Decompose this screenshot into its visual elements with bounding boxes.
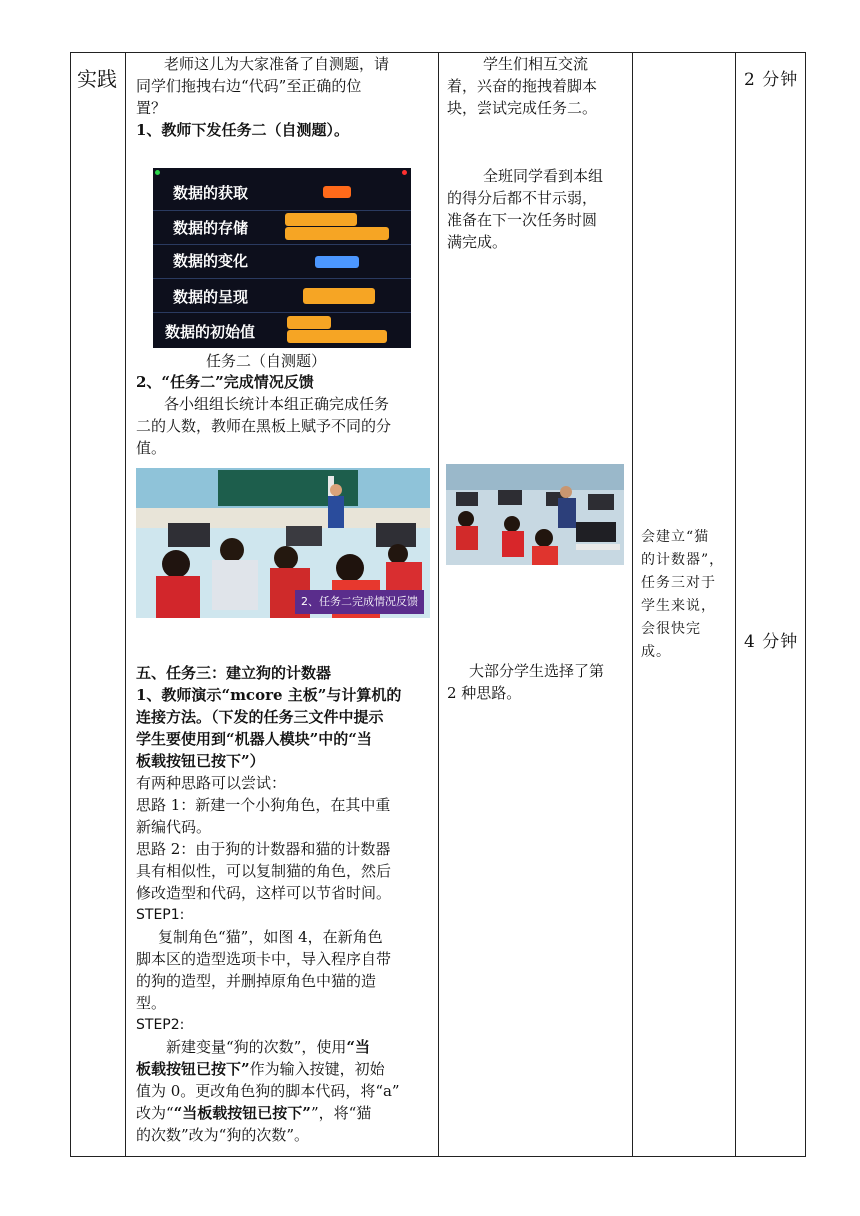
- code-block[interactable]: [287, 316, 331, 329]
- scratch-row: [153, 244, 411, 279]
- image-caption: 任务二（自测题）: [206, 352, 327, 370]
- step2-text: 改为“: [136, 1104, 174, 1122]
- student-line: 大部分学生选择了第: [469, 662, 605, 680]
- teacher-activity-column: [126, 53, 438, 1156]
- goal-line: 的计数器”，: [641, 552, 725, 568]
- lesson-table: [70, 52, 806, 1157]
- step2-text: 新建变量“狗的次数”，使用: [166, 1038, 347, 1056]
- stage-label: 实践: [77, 67, 117, 91]
- time-label: 2 分钟: [744, 70, 799, 90]
- task2-scratch-screenshot: [153, 168, 411, 348]
- idea-line: 思路 2：由于狗的计数器和猫的计数器: [136, 840, 391, 858]
- step2-heading: 2、“任务二”完成情况反馈: [136, 373, 314, 391]
- ideas-intro: 有两种思路可以尝试：: [136, 774, 287, 792]
- idea-line: 修改造型和代码，这样可以节省时间。: [136, 884, 392, 902]
- time-column: [736, 53, 807, 1156]
- time-label: 4 分钟: [744, 632, 799, 652]
- task3-line: 1、教师演示“mcore 主板”与计算机的: [136, 686, 402, 704]
- photo-banner: 2、任务二完成情况反馈: [295, 590, 424, 614]
- step2-bold-text: 板载按钮已按下”: [136, 1060, 250, 1078]
- goal-line: 成。: [641, 644, 671, 660]
- intro-line: 同学们拖拽右边“代码”至正确的位: [136, 77, 362, 95]
- intro-line: 老师这儿为大家准备了自测题，请: [164, 55, 390, 73]
- student-activity-column: [439, 53, 632, 1156]
- task3-line: 学生要使用到“机器人模块”中的“当: [136, 730, 372, 748]
- step2-line: [136, 1102, 436, 1124]
- scratch-row: [153, 278, 411, 313]
- task3-line: 连接方法。（下发的任务三文件中提示: [136, 708, 384, 726]
- feedback-line: 二的人数，教师在黑板上赋予不同的分: [136, 417, 392, 435]
- scratch-row-label: 数据的获取: [173, 184, 249, 202]
- goal-line: 学生来说，: [641, 598, 716, 614]
- design-intent-column: [633, 53, 735, 1156]
- scratch-row-label: 数据的变化: [173, 252, 249, 270]
- stop-icon: [402, 170, 407, 175]
- scratch-row-label: 数据的存储: [173, 219, 249, 237]
- code-block[interactable]: [287, 330, 387, 343]
- student-line: 满完成。: [447, 233, 508, 251]
- step2-line: 值为 0。更改角色狗的脚本代码，将“a”: [136, 1082, 400, 1100]
- student-line: 全班同学看到本组: [483, 167, 604, 185]
- task3-line: 板载按钮已按下”）: [136, 752, 265, 770]
- goal-line: 会建立“猫: [641, 529, 710, 545]
- step2-text: ”，将“猫: [310, 1104, 372, 1122]
- student-line: 准备在下一次任务时圆: [447, 211, 598, 229]
- step1-line: 复制角色“猫”，如图 4，在新角色: [158, 928, 383, 946]
- code-block[interactable]: [285, 213, 357, 226]
- step2-line: [136, 1058, 436, 1080]
- scratch-row: [153, 176, 411, 211]
- feedback-line: 各小组组长统计本组正确完成任务: [164, 395, 390, 413]
- classroom-photo: [136, 468, 430, 618]
- students-photo: [446, 464, 624, 565]
- scratch-row: [153, 312, 411, 346]
- feedback-line: 值。: [136, 439, 167, 457]
- step2-text: 作为输入按键，初始: [249, 1060, 385, 1078]
- code-block[interactable]: [285, 227, 389, 240]
- step1-heading: 1、教师下发任务二（自测题）。: [136, 121, 349, 139]
- task3-title: 五、任务三：建立狗的计数器: [136, 664, 332, 682]
- student-line: 块，尝试完成任务二。: [447, 99, 598, 117]
- code-block[interactable]: [303, 288, 375, 304]
- scratch-row-label: 数据的呈现: [173, 288, 249, 306]
- step1-line: 型。: [136, 994, 167, 1012]
- step2-line: [136, 1036, 436, 1058]
- step1-line: 脚本区的造型选项卡中，导入程序自带: [136, 950, 392, 968]
- idea-line: 具有相似性，可以复制猫的角色，然后: [136, 862, 392, 880]
- scratch-row: [153, 210, 411, 245]
- step1-label: STEP1:: [136, 907, 185, 923]
- step2-bold-text: “当: [346, 1038, 370, 1056]
- stage-column: [71, 53, 125, 1156]
- code-block[interactable]: [323, 186, 351, 198]
- step1-line: 的狗的造型，并删掉原角色中猫的造: [136, 972, 377, 990]
- goal-line: 会很快完: [641, 621, 701, 637]
- scratch-row-label: 数据的初始值: [165, 323, 256, 341]
- student-line: 的得分后都不甘示弱，: [447, 189, 598, 207]
- step2-label: STEP2:: [136, 1017, 185, 1033]
- student-line: 学生们相互交流: [483, 55, 589, 73]
- step2-bold-text: “当板载按钮已按下”: [173, 1104, 311, 1122]
- student-line: 着，兴奋的拖拽着脚本: [447, 77, 598, 95]
- step2-line: 的次数”改为“狗的次数”。: [136, 1126, 310, 1144]
- intro-line: 置？: [136, 99, 167, 117]
- idea-line: 新编代码。: [136, 818, 212, 836]
- goal-line: 任务三对于: [641, 575, 716, 591]
- computer-lab-illustration: [446, 464, 624, 565]
- idea-line: 思路 1：新建一个小狗角色，在其中重: [136, 796, 391, 814]
- code-block[interactable]: [315, 256, 359, 268]
- student-line: 2 种思路。: [447, 684, 522, 702]
- green-flag-icon: [155, 170, 160, 175]
